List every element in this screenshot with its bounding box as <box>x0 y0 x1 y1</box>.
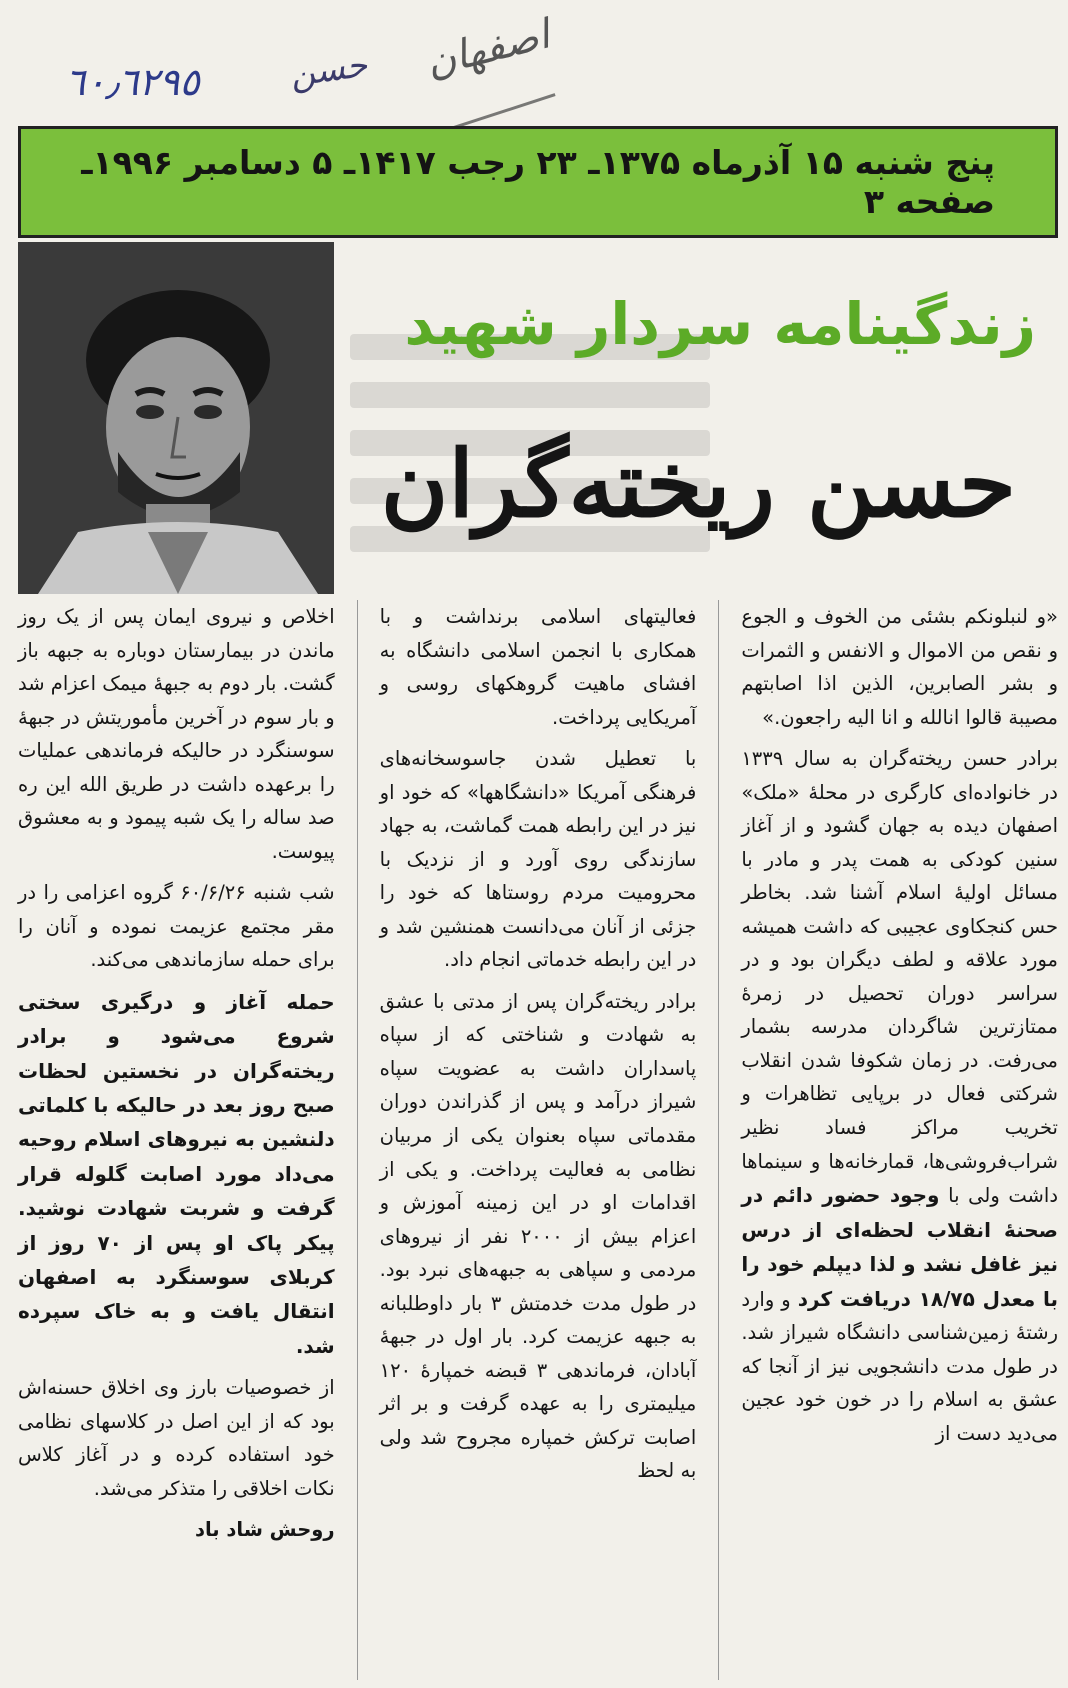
closing-line: روحش شاد باد <box>194 1518 335 1542</box>
emphasis-paragraph: حمله آغاز و درگیری سختی شروع می‌شود و برادر ریخته‌گران در نخستین لحظات صبح روز بعد در حالیکه با کلماتی دلنشین به نیروهای اسلام روحیه می‌داد مورد اصابت گلوله قرار گرفت و شربت شهادت نوشید. پیکر پاک او پس از ۷۰ روز از کربلای سوسنگرد به اصفهان انتقال یافت و به خاک سپرده شد. <box>17 989 335 1358</box>
paragraph: از خصوصیات بارز وی اخلاق حسنه‌اش بود که از این اصل در کلاسهای نظامی خود استفاده کرده و در آغاز کلاس نکات اخلاقی را متذکر می‌شد. <box>17 1376 335 1500</box>
handwritten-code: ٦٠٫٦٢٩٥ <box>65 60 200 104</box>
handwritten-city: اصفهان <box>421 11 555 87</box>
dateline-text: پنج شنبه ۱۵ آذرماه ۱۳۷۵ـ ۲۳ رجب ۱۴۱۷ـ ۵ دسامبر ۱۹۹۶ـ صفحه ۳ <box>81 143 995 221</box>
article-column-2 <box>380 600 697 1680</box>
column-divider <box>357 600 358 1680</box>
quran-verse: «و لنبلونکم بشئی من الخوف و الجوع و نقص من الاموال و الانفس و الثمرات و بشر الصابرین، الذین اذا اصابتهم مصیبة قالوا انالله و انا الیه راجعون.» <box>741 605 1058 729</box>
article-column-1 <box>741 600 1058 1680</box>
article-column-3 <box>18 600 335 1680</box>
handwritten-name: حسن <box>287 44 370 96</box>
emphasis-text: وجود حضور دائم در صحنهٔ انقلاب لحظه‌ای از درس نیز غافل نشد و لذا دیپلم خود را با معدل ۱۸/۷۵ دریافت کرد <box>741 1183 1059 1311</box>
paragraph: با تعطیل شدن جاسوسخانه‌های فرهنگی آمریکا «دانشگاهها» که خود او نیز در این رابطه همت گماشت، به جهاد سازندگی روی آورد و از نزدیک با محرومیت مردم روستاها که خود را جزئی از آنان می‌دانست همنشین شد و در این رابطه خدماتی انجام داد. <box>379 747 697 972</box>
portrait-photo <box>18 242 334 594</box>
article-columns <box>18 600 1058 1680</box>
paragraph: شب شنبه ۶۰/۶/۲۶ گروه اعزامی را در مقر مجتمع عزیمت نموده و آنان را برای حمله سازماندهی می‌کند. <box>17 881 335 972</box>
handwritten-annotation <box>55 11 615 138</box>
headline-area <box>340 242 1058 594</box>
dateline-banner <box>18 126 1058 238</box>
paragraph: اخلاص و نیروی ایمان پس از یک روز ماندن در بیمارستان دوباره به جبهه باز گشت. بار دوم به جبههٔ میمک اعزام شد و بار سوم در آخرین مأموریتش در جبههٔ سوسنگرد در حالیکه فرماندهی عملیات را برعهده داشت در طریق الله این ره صد ساله را یک شبه پیمود و به معشوق پیوست. <box>17 605 335 863</box>
portrait-illustration <box>18 242 334 594</box>
paragraph: برادر حسن ریخته‌گران به سال ۱۳۳۹ در خانواده‌ای کارگری در محلهٔ «ملک» اصفهان دیده به جهان گشود و از آغاز سنین کودکی به همت پدر و مادر با مسائل اولیهٔ اسلام آشنا شد. بخاطر حس کنجکاوی عجیبی که داشت همیشه مورد علاقه و لطف دیگران بود و در سراسر دوران تحصیل در زمرهٔ ممتازترین شاگردان مدرسه بشمار می‌رفت. در زمان شکوفا شدن انقلاب شرکتی فعال در برپایی تظاهرات و تخریب مراکز فساد نظیر شراب‌فروشی‌ها، قمارخانه‌ها و سینماها داشت ولی با وجود حضور دائم در صحنهٔ انقلاب لحظه‌ای از درس نیز غافل نشد و لذا دیپلم خود را با معدل ۱۸/۷۵ دریافت کرد و وارد رشتهٔ زمین‌شناسی دانشگاه شیراز شد. در طول مدت دانشجویی نیز از آنجا که عشق به اسلام را در خون خود عجین می‌دید دست از <box>741 747 1059 1445</box>
paragraph: برادر ریخته‌گران پس از مدتی با عشق به شهادت و شناختی که از سپاه پاسداران داشت به عضویت سپاه شیراز درآمد و پس از گذراندن دوران مقدماتی سپاه بعنوان یکی از مربیان نظامی به فعالیت پرداخت. و یکی از اقدامات او در این زمینه آموزش و اعزام بیش از ۲۰۰۰ نفر از نیروهای مردمی و سپاهی به جبهه‌های نبرد بود. در طول مدت خدمتش ۳ بار داوطلبانه به جبهه عزیمت کرد. بار اول در جبههٔ آبادان، فرماندهی ۳ قبضه خمپارهٔ ۱۲۰ میلیمتری را به عهده گرفت و بر اثر اصابت ترکش خمپاره مجروح شد ولی به لحظ <box>379 989 697 1483</box>
kicker-title: زندگینامه سردار شهید <box>404 290 1036 358</box>
column-divider <box>718 600 719 1680</box>
headline-title: حسن ریخته‌گران <box>380 430 1016 538</box>
paragraph: فعالیتهای اسلامی برنداشت و با همکاری با انجمن اسلامی دانشگاه به افشای ماهیت گروهکهای روسی و آمریکایی پرداخت. <box>379 605 697 729</box>
